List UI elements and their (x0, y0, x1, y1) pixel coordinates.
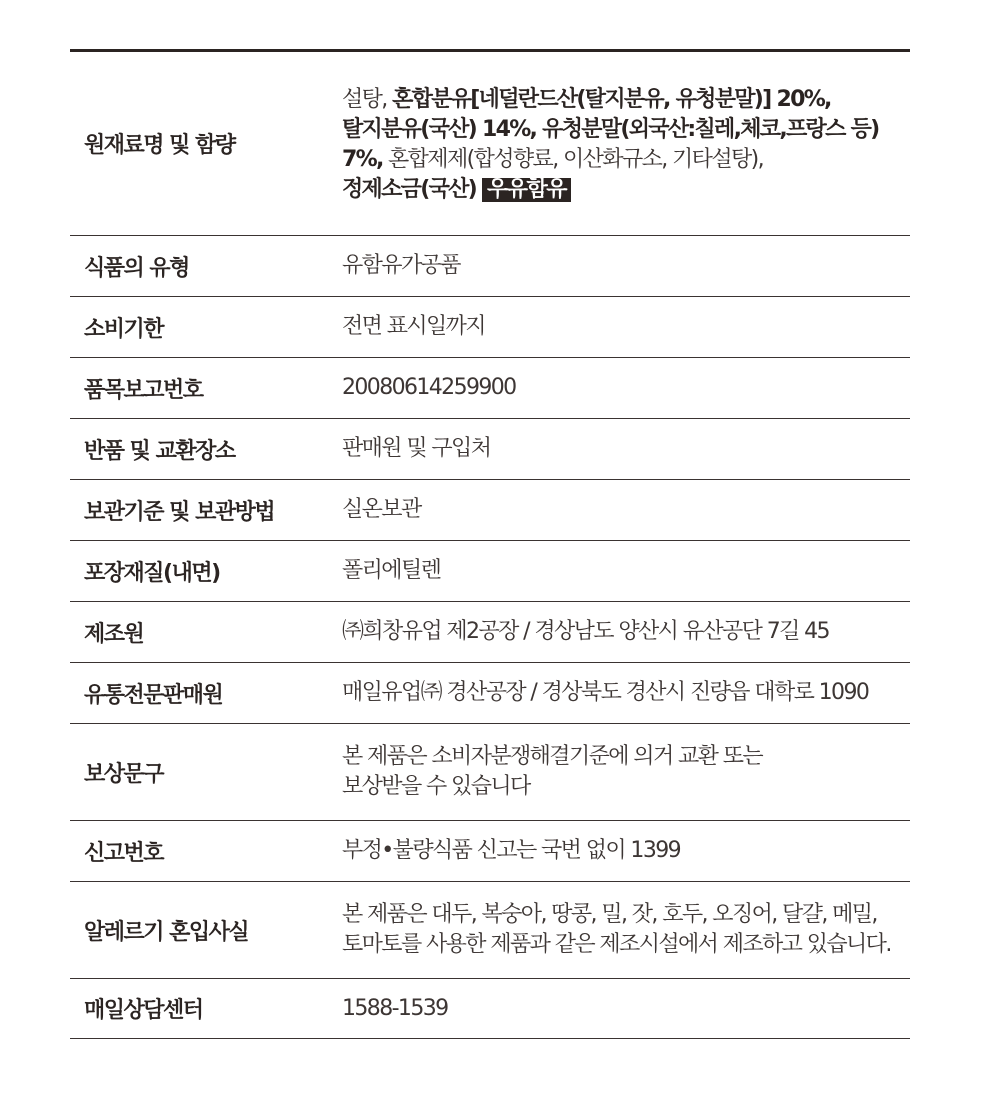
row-value (342, 900, 910, 960)
ingredients-value (342, 83, 910, 205)
row-value: 부정•불량식품 신고는 국번 없이 1399 (342, 838, 681, 863)
row-label: 반품 및 교환장소 (84, 438, 235, 464)
row-label: 보상문구 (84, 761, 164, 787)
value-line: 본 제품은 대두, 복숭아, 땅콩, 밀, 잣, 호두, 오징어, 달걀, 메밀, (342, 902, 877, 927)
row-manufacturer (70, 602, 910, 663)
ingredients-text-bold: 정제소금(국산) (342, 176, 477, 202)
row-packaging (70, 541, 910, 602)
row-expiry (70, 297, 910, 358)
ingredients-line (342, 115, 910, 145)
row-label: 제조원 (84, 621, 144, 647)
ingredients-line (342, 145, 910, 175)
row-value: 폴리에틸렌 (342, 558, 441, 583)
row-value: 판매원 및 구입처 (342, 436, 491, 461)
row-value: 실온보관 (342, 497, 421, 522)
ingredients-text-bold: 7%, (342, 146, 383, 172)
ingredients-text: 설탕, (342, 86, 393, 112)
row-exchange-place (70, 419, 910, 480)
row-value: 20080614259900 (342, 375, 516, 400)
row-distributor (70, 663, 910, 724)
row-value: 매일유업㈜ 경산공장 / 경상북도 경산시 진량읍 대학로 1090 (342, 680, 869, 705)
row-value: 유함유가공품 (342, 253, 460, 278)
row-label: 포장재질(내면) (84, 560, 220, 586)
row-label: 매일상담센터 (84, 998, 203, 1023)
row-value: ㈜희창유업 제2공장 / 경상남도 양산시 유산공단 7길 45 (342, 619, 829, 644)
value-line: 토마토를 사용한 제품과 같은 제조시설에서 제조하고 있습니다. (342, 932, 891, 957)
row-label: 보관기준 및 보관방법 (84, 499, 275, 525)
row-label: 식품의 유형 (84, 255, 189, 281)
row-label: 품목보고번호 (84, 377, 203, 403)
row-ingredients (70, 52, 910, 236)
value-line: 보상받을 수 있습니다 (342, 774, 530, 799)
ingredients-text: 혼합제제(합성향료, 이산화규소, 기타설탕), (382, 146, 764, 172)
row-label: 신고번호 (84, 840, 164, 866)
product-info-table (70, 49, 910, 1039)
row-report-phone (70, 821, 910, 882)
value-line: 본 제품은 소비자분쟁해결기준에 의거 교환 또는 (342, 744, 763, 769)
row-label: 유통전문판매원 (84, 682, 223, 708)
row-value: 전면 표시일까지 (342, 314, 485, 339)
ingredients-line (342, 85, 910, 115)
row-report-number (70, 358, 910, 419)
row-food-type (70, 236, 910, 297)
row-label: 알레르기 혼입사실 (84, 919, 249, 945)
ingredients-text-bold: 혼합분유[네덜란드산(탈지분유, 유청분말)] 20%, (392, 86, 831, 112)
row-storage (70, 480, 910, 541)
row-consult-center (70, 979, 910, 1039)
row-value: 1588-1539 (342, 995, 448, 1021)
row-label: 원재료명 및 함량 (84, 133, 235, 158)
row-value (342, 742, 910, 802)
milk-allergen-badge: 우유함유 (482, 178, 571, 202)
row-compensation (70, 724, 910, 821)
row-label: 소비기한 (84, 316, 164, 342)
ingredients-line (342, 175, 910, 205)
ingredients-text-bold: 탈지분유(국산) 14%, 유청분말(외국산:칠레,체코,프랑스 등) (342, 116, 879, 142)
row-allergy (70, 882, 910, 979)
